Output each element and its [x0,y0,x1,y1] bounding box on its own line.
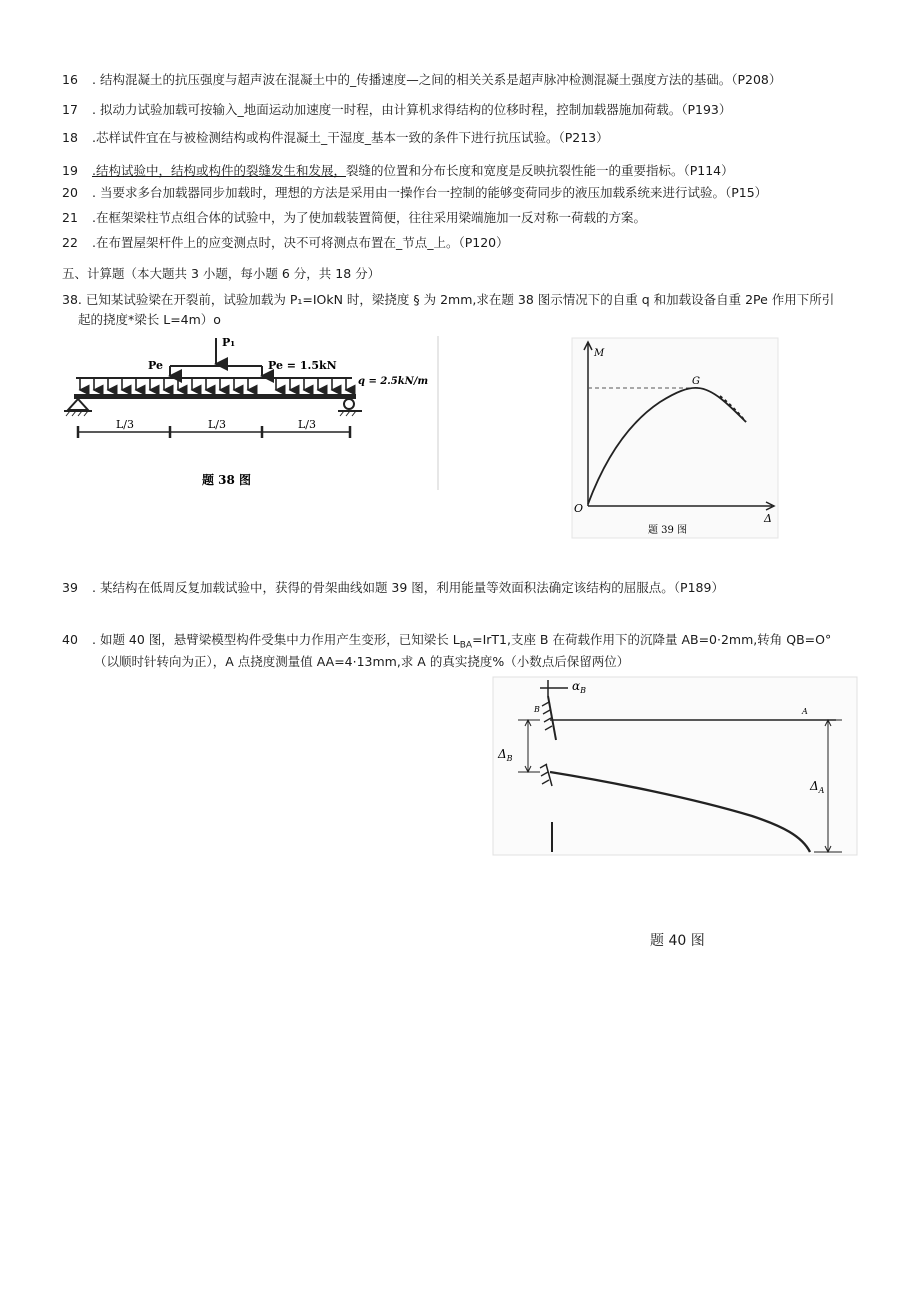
origin-label: O [574,502,584,515]
item-text: . 结构混凝土的抗压强度与超声波在混凝土中的_传播速度—之间的相关关系是超声脉冲检测混凝土强度方法的基础。（P208） [92,72,782,87]
span-label-2: L/3 [208,418,227,431]
item-text: . 当要求多台加载器同步加载时，理想的方法是采用由一操作台一控制的能够变荷同步的液压加载系统来进行试验。（P15） [92,185,768,200]
question-39 [62,580,724,596]
item-number: 16 [62,72,78,87]
item-number: 18 [62,130,78,145]
beam [74,394,356,399]
item-number: 21 [62,210,78,225]
item-18 [62,130,609,146]
y-axis-label: M [594,348,605,359]
delta-b-label: $\Delta_B$ [498,747,513,763]
span-label-1: L/3 [116,418,135,431]
x-axis-label: Δ [764,512,772,525]
item-number: 17 [62,102,78,117]
item-number: 39 [62,580,78,595]
item-number: 40 [62,632,78,647]
item-text: .芯样试件宜在与被检测结构或构件混凝土_干湿度_基本一致的条件下进行抗压试验。（P213） [92,130,609,145]
span-label-3: L/3 [298,418,317,431]
item-number: 19 [62,163,78,178]
item-17 [62,102,731,118]
delta-a-label: $\Delta_A$ [810,779,825,795]
pe-right-label: Pe = 1.5kN [268,359,337,372]
item-text: .在布置屋架杆件上的应变测点时，决不可将测点布置在_节点_上。（P120） [92,235,509,250]
item-text: =IrT1,支座 B 在荷载作用下的沉降量 AB=0·2mm,转角 QB=O° [472,632,832,647]
section-title: 五、计算题（本大题共 3 小题，每小题 6 分，共 18 分） [62,266,381,281]
question-38-line2: 起的挠度*梁长 L=4m）o [78,312,221,327]
item-21 [62,210,646,226]
figure-38-caption: 题 38 图 [202,473,252,487]
b-label: B [534,705,540,714]
item-text-underlined: .结构试验中，结构或构件的裂缝发生和发展， [92,163,346,178]
figure-39 [568,336,782,542]
q-label: q = 2.5kN/m [358,376,429,387]
item-text: . 如题 40 图，悬臂梁模型构件受集中力作用产生变形，已知梁长 L [92,632,460,647]
item-text: . 某结构在低周反复加载试验中，获得的骨架曲线如题 39 图，利用能量等效面积法确定该结构的屈服点。（P189） [92,580,724,595]
figure-39-caption: 题 39 图 [648,525,688,536]
roller-support [344,399,354,409]
pe-left-label: Pe [148,359,163,372]
question-40-line2: （以顺时针转向为正），A 点挠度测量值 AA=4·13mm,求 A 的真实挠度%（小数点后保留两位） [94,654,630,669]
item-number: 22 [62,235,78,250]
alpha-b-label: $\alpha_B$ [572,679,586,695]
item-16 [62,72,781,88]
question-38-line1: 38. 已知某试验梁在开裂前，试验加载为 P₁=IOkN 时，梁挠度 § 为 2mm,求在题 38 图示情况下的自重 q 和加载设备自重 2Pe 作用下所引 [62,292,835,307]
figure-40-caption: 题 40 图 [650,933,705,949]
item-19 [62,163,734,179]
figure-38 [62,332,442,494]
figure-40 [492,676,858,856]
item-text: . 拟动力试验加载可按输入_地面运动加速度一时程，由计算机求得结构的位移时程，控制加载器施加荷载。（P193） [92,102,732,117]
p1-label: P₁ [222,336,236,349]
pin-support [68,399,88,410]
distributed-load-arrows [80,378,346,390]
item-text: .在框架梁柱节点组合体的试验中，为了使加载装置简便，往往采用梁端施加一反对称一荷载的方案。 [92,210,646,225]
peak-label: G [692,376,700,387]
a-label: A [802,707,808,716]
question-40-line1 [62,632,831,654]
item-text: 裂缝的位置和分布长度和宽度是反映抗裂性能一的重要指标。（P114） [345,163,734,178]
item-20 [62,185,767,201]
subscript: BA [459,640,473,651]
item-22 [62,235,509,251]
item-number: 20 [62,185,78,200]
